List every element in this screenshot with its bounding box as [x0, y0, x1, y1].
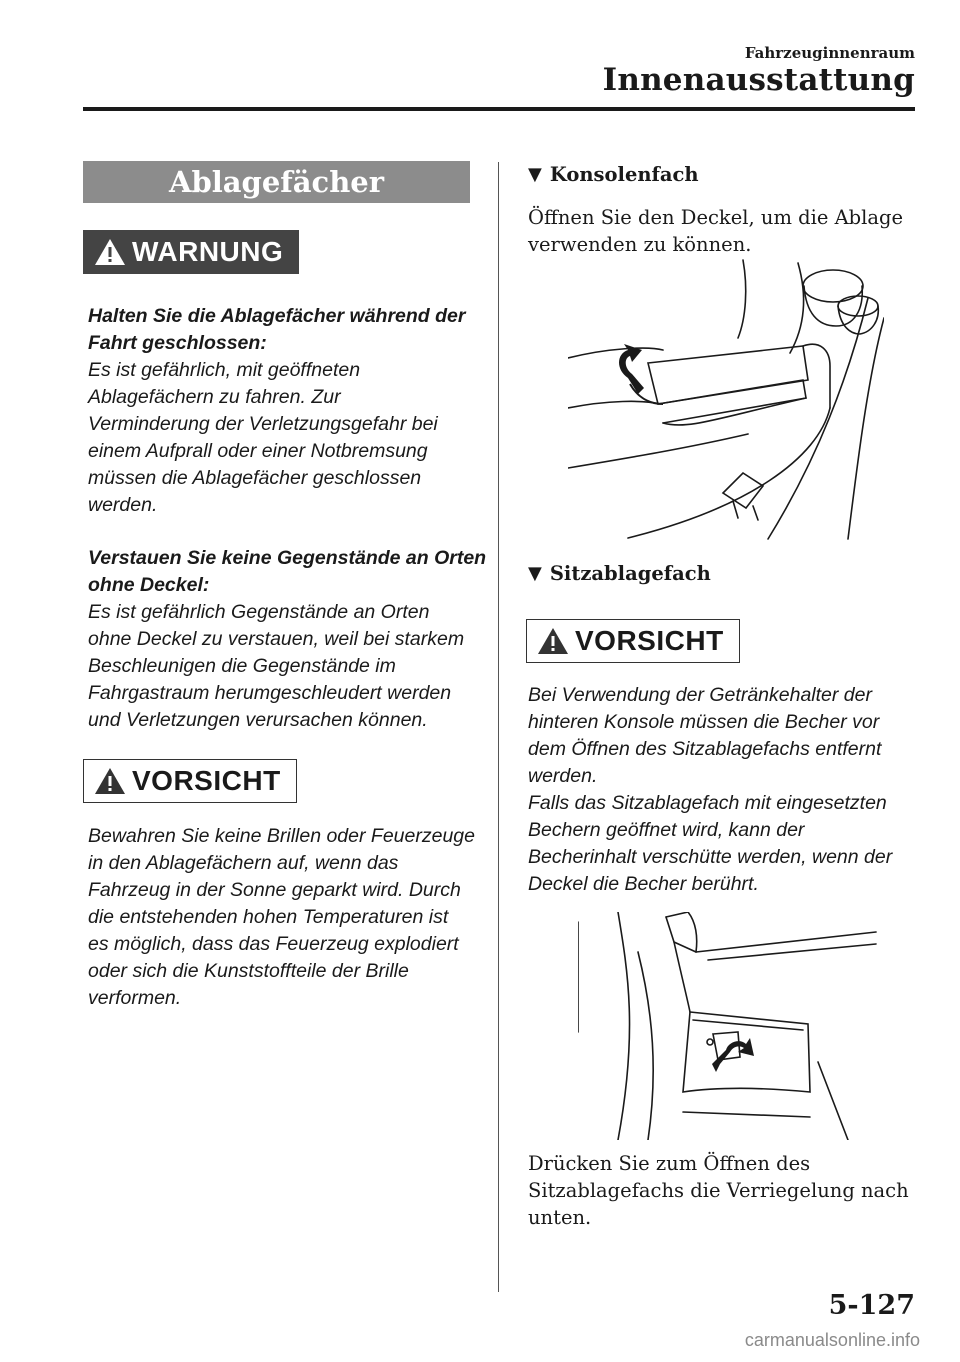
warning2-heading: Verstauen Sie keine Gegenstände an Orten ohne Deckel: [88, 547, 487, 596]
triangle-bullet-icon: ▼ [528, 164, 542, 185]
seat-body: Drücken Sie zum Öffnen des Sitzablagefachs die Verriegelung nach unten. [528, 1152, 909, 1229]
warning1-body: Es ist gefährlich, mit geöffneten Ablagefächern zu fahren. Zur Verminderung der Verletzungsgefahr bei einem Aufprall oder einer Notbremsung müssen die Ablagefächer geschlossen werden. [88, 359, 438, 516]
caution-badge-right [526, 619, 740, 663]
seat-compartment-illustration [578, 912, 878, 1140]
warning-label: WARNUNG [132, 236, 284, 267]
warning2-body: Es ist gefährlich Gegenstände an Orten ohne Deckel zu verstauen, weil bei starkem Beschleunigen die Gegenstände im Fahrgastraum herumgeschleudert werden und Verletzungen verursachen können. [88, 601, 465, 731]
watermark: carmanualsonline.info [744, 1330, 920, 1350]
caution-badge-left [83, 759, 297, 803]
caution-label: VORSICHT [575, 625, 724, 656]
triangle-bullet-icon: ▼ [528, 563, 542, 584]
caution-body-left: Bewahren Sie keine Brillen oder Feuerzeuge in den Ablagefächern auf, wenn das Fahrzeug in der Sonne geparkt wird. Durch die entstehenden hohen Temperaturen ist es möglich, dass das Feuerzeug explodiert oder sich die Kunststoffteile der Brille verformen. [88, 825, 475, 1009]
page-title: Innenausstattung [602, 62, 915, 98]
header-rule [83, 107, 915, 111]
caution-triangle-icon [537, 627, 569, 655]
caution-body-right: Bei Verwendung der Getränkehalter der hinteren Konsole müssen die Becher vor dem Öffnen des Sitzablagefachs entfernt werden. Falls das Sitzablagefach mit eingesetzten Bechern geöffnet wird, kann der Becherinhalt verschütte werden, wenn der Deckel die Becher berührt. [528, 684, 893, 895]
seat-heading [528, 562, 711, 585]
console-body: Öffnen Sie den Deckel, um die Ablage verwenden zu können. [528, 206, 904, 256]
console-heading [528, 163, 699, 186]
caution-label: VORSICHT [132, 765, 281, 796]
page-number: 5-127 [828, 1290, 915, 1321]
column-divider [498, 162, 499, 1292]
warning1-heading: Halten Sie die Ablagefächer während der Fahrt geschlossen: [88, 305, 466, 354]
console-heading-text: Konsolenfach [549, 163, 699, 186]
section-banner: Ablagefächer [83, 161, 470, 203]
caution-triangle-icon [94, 767, 126, 795]
console-compartment-illustration [568, 258, 884, 540]
warning-triangle-icon [94, 238, 126, 266]
chapter-label: Fahrzeuginnenraum [744, 44, 915, 62]
warning-badge [83, 230, 299, 274]
seat-heading-text: Sitzablagefach [549, 562, 711, 585]
